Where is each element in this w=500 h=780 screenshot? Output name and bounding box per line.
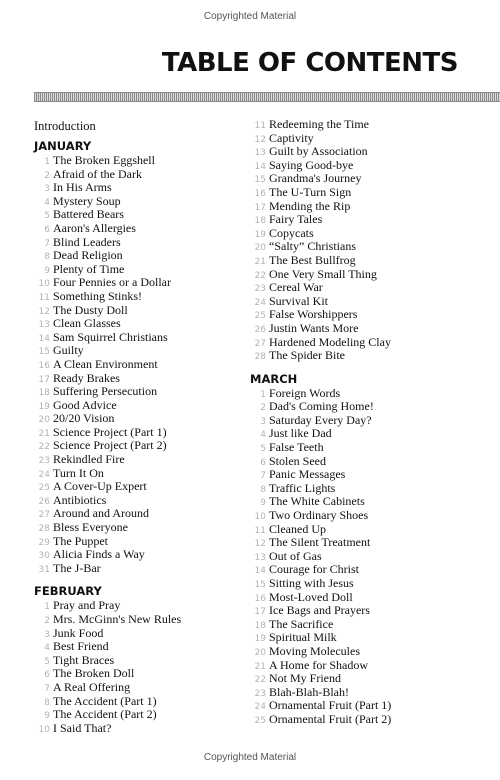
entry-title: Saturday Every Day? [269, 412, 372, 427]
entry-title: Cleaned Up [269, 521, 326, 536]
entry-title: Panic Messages [269, 467, 346, 482]
toc-column-left [34, 118, 234, 735]
toc-entry [34, 344, 234, 358]
entry-title: Rekindled Fire [53, 452, 125, 467]
entry-day-number: 15 [254, 580, 266, 590]
entry-day-number: 3 [260, 416, 266, 427]
toc-entry [250, 200, 490, 214]
toc-entry [34, 236, 234, 250]
entry-day-number: 21 [38, 428, 50, 439]
entry-title: The Dusty Doll [53, 302, 128, 317]
toc-entry [250, 132, 490, 146]
entry-title: 20/20 Vision [53, 411, 115, 426]
entry-day-number: 2 [44, 170, 50, 181]
entry-title: False Teeth [269, 440, 324, 455]
entry-title: Battered Bears [53, 207, 124, 222]
entry-day-number: 24 [254, 702, 266, 713]
entry-day-number: 10 [38, 724, 50, 735]
entry-title: Redeeming the Time [269, 117, 369, 131]
toc-entry [250, 618, 490, 632]
entry-day-number: 6 [260, 457, 266, 468]
toc-entry [34, 599, 234, 613]
entry-day-number: 22 [254, 270, 266, 281]
entry-title: Saying Good-bye [269, 157, 354, 172]
entry-day-number: 13 [254, 552, 266, 563]
entry-day-number: 4 [44, 197, 50, 208]
toc-entry [34, 290, 234, 304]
entry-day-number: 4 [260, 430, 266, 441]
entry-day-number: 3 [44, 184, 50, 195]
entry-title: Most-Loved Doll [269, 589, 353, 604]
page-title: TABLE OF CONTENTS [161, 48, 458, 78]
entry-title: Two Ordinary Shoes [269, 508, 369, 523]
entry-day-number: 21 [254, 661, 266, 672]
entry-day-number: 11 [254, 525, 266, 536]
toc-entry [34, 331, 234, 345]
toc-entry [34, 181, 234, 195]
entry-title: Guilty [53, 343, 84, 358]
toc-entry [34, 667, 234, 681]
entry-title: Traffic Lights [269, 480, 336, 495]
entry-title: A Cover-Up Expert [53, 479, 147, 494]
entry-day-number: 26 [38, 496, 50, 507]
entry-title: “Salty” Christians [269, 239, 356, 254]
entry-day-number: 9 [44, 711, 50, 722]
month-heading-march: MARCH [250, 371, 298, 386]
entry-title: The Sacrifice [269, 616, 334, 631]
entry-title: Aaron's Allergies [53, 220, 136, 235]
entry-day-number: 23 [254, 284, 266, 295]
entry-title: The Puppet [53, 533, 108, 548]
entry-title: The Silent Treatment [269, 535, 371, 550]
entry-day-number: 19 [254, 634, 266, 645]
entry-title: The Spider Bite [269, 348, 345, 363]
toc-entry [250, 523, 490, 537]
entry-day-number: 31 [38, 564, 50, 575]
title-rule [34, 92, 500, 102]
entry-day-number: 6 [44, 224, 50, 235]
entry-day-number: 29 [38, 537, 50, 548]
entry-title: Copycats [269, 225, 314, 240]
toc-entry [34, 521, 234, 535]
entry-day-number: 13 [254, 148, 266, 159]
entry-day-number: 25 [254, 715, 266, 726]
entry-title: Moving Molecules [269, 643, 360, 658]
entry-title: Foreign Words [269, 385, 341, 400]
entry-title: Cereal War [269, 280, 323, 295]
entry-title: Antibiotics [53, 492, 107, 507]
toc-entry [34, 681, 234, 695]
entry-title: Ornamental Fruit (Part 2) [269, 711, 392, 726]
entry-title: Bless Everyone [53, 520, 128, 535]
entry-title: Junk Food [53, 625, 104, 640]
toc-entry [250, 213, 490, 227]
entry-title: False Worshippers [269, 307, 358, 322]
entry-day-number: 13 [38, 320, 50, 331]
toc-entry [34, 548, 234, 562]
entry-title: Out of Gas [269, 548, 322, 563]
entry-title: Mrs. McGinn's New Rules [53, 612, 182, 626]
entry-title: Just like Dad [269, 426, 332, 441]
entry-day-number: 1 [44, 157, 50, 167]
entry-day-number: 26 [254, 324, 266, 335]
toc-entry [250, 631, 490, 645]
entry-day-number: 18 [38, 388, 50, 399]
entry-day-number: 5 [44, 656, 50, 667]
entry-day-number: 14 [38, 333, 50, 344]
entry-title: Good Advice [53, 397, 117, 412]
entry-title: Suffering Persecution [53, 384, 158, 399]
entry-title: Mending the Rip [269, 198, 351, 213]
entry-title: A Home for Shadow [269, 657, 368, 672]
toc-entry [250, 577, 490, 591]
entry-day-number: 23 [254, 688, 266, 699]
entry-title: Courage for Christ [269, 562, 359, 577]
entry-title: Mystery Soup [53, 193, 121, 208]
toc-entry [250, 659, 490, 673]
entry-day-number: 2 [44, 616, 50, 626]
entry-title: The Best Bullfrog [269, 252, 356, 267]
toc-entry [250, 672, 490, 686]
entry-day-number: 30 [38, 551, 50, 562]
toc-entry [34, 249, 234, 263]
toc-entry [34, 708, 234, 722]
entry-day-number: 19 [254, 229, 266, 240]
toc-entry [34, 195, 234, 209]
entry-day-number: 24 [38, 469, 50, 480]
entry-title: In His Arms [53, 180, 112, 195]
entry-day-number: 17 [254, 607, 266, 618]
toc-entry [34, 439, 234, 453]
entry-day-number: 24 [254, 297, 266, 308]
toc-entry [250, 172, 490, 186]
toc-entry [34, 412, 234, 426]
month-heading-february: FEBRUARY [34, 584, 102, 599]
entry-title: One Very Small Thing [269, 266, 377, 281]
toc-entry [34, 640, 234, 654]
entry-day-number: 2 [260, 403, 266, 414]
entry-title: Blah-Blah-Blah! [269, 684, 349, 699]
entry-day-number: 18 [254, 620, 266, 631]
entry-title: A Clean Environment [53, 356, 158, 371]
entry-title: Sam Squirrel Christians [53, 329, 168, 344]
entry-day-number: 25 [254, 311, 266, 322]
toc-entry [34, 358, 234, 372]
entry-day-number: 28 [254, 352, 266, 363]
toc-entry [250, 186, 490, 200]
toc-entry [250, 427, 490, 441]
entry-day-number: 5 [44, 211, 50, 222]
entry-day-number: 7 [44, 683, 50, 694]
toc-entry [34, 208, 234, 222]
entry-title: Turn It On [53, 465, 104, 480]
entry-title: I Said That? [53, 720, 112, 735]
toc-entry [34, 385, 234, 399]
entry-day-number: 15 [254, 175, 266, 186]
copyright-watermark-bottom: Copyrighted Material [203, 752, 297, 763]
toc-entry [34, 263, 234, 277]
entry-day-number: 9 [44, 265, 50, 276]
entry-title: Captivity [269, 130, 314, 145]
entry-title: Guilt by Association [269, 144, 368, 159]
entry-day-number: 27 [38, 510, 50, 521]
entry-day-number: 10 [254, 512, 266, 523]
toc-entry [250, 645, 490, 659]
entry-title: The White Cabinets [269, 494, 365, 509]
entry-day-number: 28 [38, 524, 50, 535]
entry-title: Sitting with Jesus [269, 576, 354, 590]
entry-day-number: 8 [44, 252, 50, 263]
toc-entry [34, 507, 234, 521]
toc-entry [34, 613, 234, 627]
entry-day-number: 9 [260, 498, 266, 509]
entry-day-number: 25 [38, 483, 50, 494]
entry-title: The Broken Doll [53, 666, 135, 681]
entry-day-number: 16 [254, 188, 266, 199]
toc-entry [34, 494, 234, 508]
toc-entry-introduction: Introduction [34, 119, 96, 133]
entry-day-number: 1 [260, 389, 266, 400]
entry-day-number: 8 [44, 697, 50, 708]
toc-entry [34, 467, 234, 481]
toc-entry [34, 399, 234, 413]
toc-entry [250, 308, 490, 322]
toc-entry [250, 441, 490, 455]
entry-day-number: 11 [254, 121, 266, 131]
toc-entry [250, 118, 490, 132]
toc-entry [250, 550, 490, 564]
entry-day-number: 14 [254, 566, 266, 577]
toc-entry [250, 563, 490, 577]
entry-title: Stolen Seed [269, 453, 326, 468]
entry-title: Survival Kit [269, 293, 328, 308]
entry-day-number: 1 [44, 602, 50, 613]
toc-entry [34, 372, 234, 386]
toc-entry [250, 281, 490, 295]
entry-title: The Accident (Part 2) [53, 707, 157, 722]
entry-day-number: 10 [38, 279, 50, 290]
entry-day-number: 12 [254, 134, 266, 145]
entry-day-number: 3 [44, 629, 50, 640]
toc-entry [250, 686, 490, 700]
entry-day-number: 5 [260, 444, 266, 455]
toc-entry [250, 495, 490, 509]
entry-title: Afraid of the Dark [53, 166, 142, 181]
toc-entry [250, 254, 490, 268]
toc-entry [250, 536, 490, 550]
entry-day-number: 20 [254, 243, 266, 254]
entry-day-number: 11 [38, 292, 50, 303]
toc-entry [250, 482, 490, 496]
toc-entry [250, 159, 490, 173]
entry-day-number: 6 [44, 670, 50, 681]
toc-entry [250, 295, 490, 309]
toc-entry [34, 276, 234, 290]
toc-entry [250, 227, 490, 241]
entry-day-number: 16 [38, 360, 50, 371]
entry-title: Blind Leaders [53, 234, 121, 249]
entry-day-number: 7 [260, 471, 266, 482]
entry-title: Best Friend [53, 639, 109, 654]
copyright-watermark-top: Copyrighted Material [203, 11, 297, 22]
toc-entry [250, 349, 490, 363]
entry-title: Dad's Coming Home! [269, 399, 374, 414]
entry-day-number: 16 [254, 593, 266, 604]
entry-title: Four Pennies or a Dollar [53, 275, 171, 290]
toc-column-right [250, 118, 490, 727]
entry-title: Science Project (Part 2) [53, 438, 167, 453]
entry-title: Science Project (Part 1) [53, 424, 167, 439]
entry-day-number: 21 [254, 256, 266, 267]
toc-entry [250, 604, 490, 618]
toc-entry [250, 455, 490, 469]
toc-entry [34, 304, 234, 318]
entry-day-number: 7 [44, 238, 50, 249]
toc-entry [34, 168, 234, 182]
toc-entry [34, 535, 234, 549]
toc-entry [250, 240, 490, 254]
toc-entry [250, 414, 490, 428]
month-heading-january: JANUARY [34, 139, 92, 153]
toc-entry [250, 699, 490, 713]
entry-title: The U-Turn Sign [269, 184, 352, 199]
entry-day-number: 15 [38, 347, 50, 358]
entry-title: Something Stinks! [53, 288, 143, 303]
entry-title: Fairy Tales [269, 212, 323, 227]
entry-day-number: 12 [38, 306, 50, 317]
toc-entry [34, 627, 234, 641]
toc-entry [250, 400, 490, 414]
entry-title: Ready Brakes [53, 370, 120, 385]
entry-title: Grandma's Journey [269, 171, 362, 186]
toc-entry [250, 468, 490, 482]
toc-entry [34, 480, 234, 494]
entry-day-number: 17 [38, 374, 50, 385]
entry-title: The Accident (Part 1) [53, 693, 157, 708]
toc-entry [34, 426, 234, 440]
entry-day-number: 27 [254, 338, 266, 349]
entry-title: The J-Bar [53, 560, 101, 575]
entry-title: Plenty of Time [53, 261, 125, 276]
toc-entry [34, 695, 234, 709]
toc-entry [250, 145, 490, 159]
entry-title: Around and Around [53, 506, 149, 521]
entry-title: Tight Braces [53, 652, 115, 667]
toc-entry [250, 387, 490, 401]
toc-entry [250, 322, 490, 336]
entry-title: Ice Bags and Prayers [269, 603, 370, 618]
entry-day-number: 8 [260, 484, 266, 495]
entry-day-number: 4 [44, 643, 50, 654]
entry-title: Ornamental Fruit (Part 1) [269, 698, 392, 713]
entry-title: Alicia Finds a Way [53, 547, 145, 562]
entry-day-number: 18 [254, 216, 266, 227]
toc-entry [250, 336, 490, 350]
toc-entry [34, 654, 234, 668]
entry-title: Pray and Pray [53, 598, 121, 613]
toc-entry [34, 722, 234, 736]
entry-day-number: 22 [254, 675, 266, 686]
entry-title: Not My Friend [269, 671, 341, 686]
entry-day-number: 23 [38, 456, 50, 467]
entry-title: Hardened Modeling Clay [269, 334, 391, 349]
entry-title: Clean Glasses [53, 316, 121, 331]
entry-day-number: 20 [254, 647, 266, 658]
toc-entry [250, 268, 490, 282]
entry-day-number: 14 [254, 161, 266, 172]
toc-entry [34, 222, 234, 236]
entry-title: Dead Religion [53, 248, 123, 263]
entry-title: Justin Wants More [269, 320, 359, 335]
toc-entry [250, 591, 490, 605]
toc-entry [34, 154, 234, 168]
entry-day-number: 12 [254, 539, 266, 550]
entry-day-number: 17 [254, 202, 266, 213]
toc-entry [34, 562, 234, 576]
entry-day-number: 22 [38, 442, 50, 453]
entry-title: The Broken Eggshell [53, 153, 155, 167]
entry-title: Spiritual Milk [269, 630, 337, 645]
toc-entry [250, 713, 490, 727]
toc-entry [34, 453, 234, 467]
entry-day-number: 19 [38, 401, 50, 412]
entry-title: A Real Offering [53, 679, 131, 694]
entry-day-number: 20 [38, 415, 50, 426]
toc-entry [250, 509, 490, 523]
toc-entry [34, 317, 234, 331]
